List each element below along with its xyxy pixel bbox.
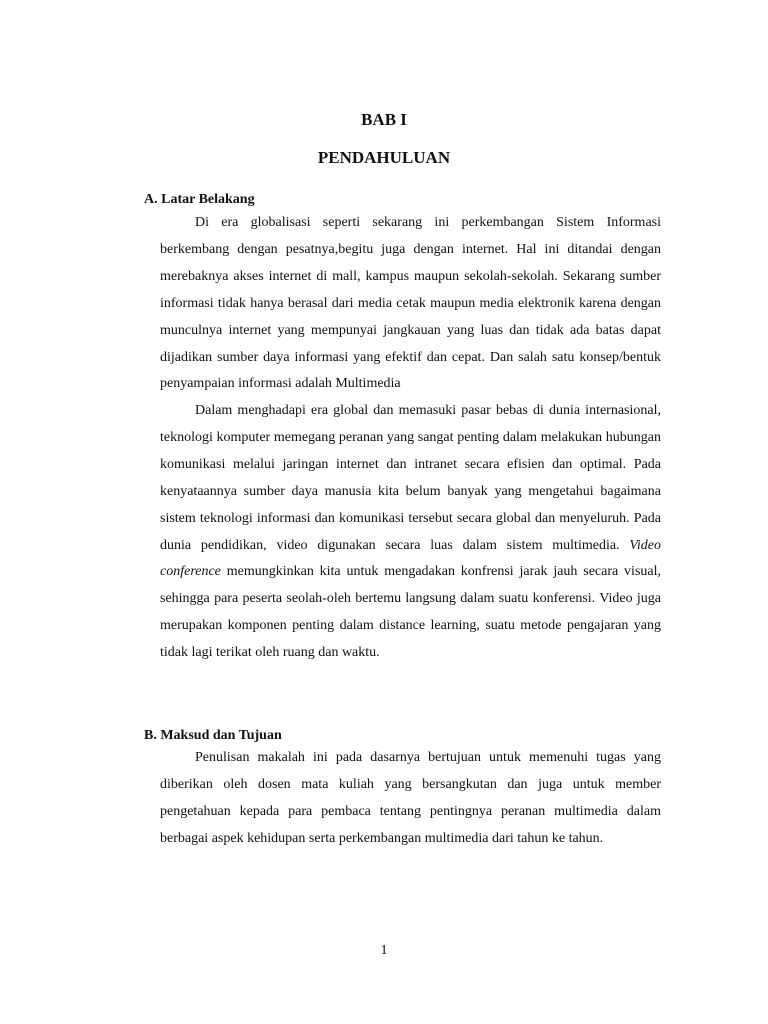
page-number: 1 [380,943,388,958]
paragraph-2-italic-term: Video conference [160,537,661,580]
section-a-paragraph-2 [160,398,661,667]
section-b-heading: B. Maksud dan Tujuan [144,728,282,743]
section-b-paragraph-1: Penulisan makalah ini pada dasarnya bertujuan untuk memenuhi tugas yang diberikan oleh dosen mata kuliah yang bersangkutan dan juga untuk member pengetahuan kepada para pembaca tentang pentingnya peranan multimedia dalam berbagai aspek kehidupan serta perkembangan multimedia dari tahun ke tahun. [160,750,661,846]
section-a-heading: A. Latar Belakang [144,192,255,207]
paragraph-2-text-start: Dalam menghadapi era global dan memasuki pasar bebas di dunia internasional, teknologi komputer memegang peranan yang sangat penting dalam melakukan hubungan komunikasi melalui jaringan internet dan intranet secara efisien dan optimal. Pada kenyataannya sumber daya manusia kita belum banyak yang mengetahui bagaimana sistem teknologi informasi dan komunikasi tersebut secara global dan menyeluruh. Pada dunia pendidikan, video digunakan secara luas dalam sistem multimedia. [160,403,661,553]
section-a-paragraph-1: Di era globalisasi seperti sekarang ini perkembangan Sistem Informasi berkembang dengan pesatnya,begitu juga dengan internet. Hal ini ditandai dengan merebaknya akses internet di mall, kampus maupun sekolah-sekolah. Sekarang sumber informasi tidak hanya berasal dari media cetak maupun media elektronik karena dengan munculnya internet yang mempunyai jangkauan yang luas dan tidak ada batas dapat dijadikan sumber daya informasi yang efektif dan cepat. Dan salah satu konsep/bentuk penyampaian informasi adalah Multimedia [160,215,661,392]
chapter-number: BAB I [361,110,407,129]
paragraph-2-text-end: memungkinkan kita untuk mengadakan konfrensi jarak jauh secara visual, sehingga para peserta seolah-oleh bertemu langsung dalam suatu konferensi. Video juga merupakan komponen penting dalam distance learning, suatu metode pengajaran yang tidak lagi terikat oleh ruang dan waktu. [160,564,661,661]
chapter-title: PENDAHULUAN [317,148,451,167]
